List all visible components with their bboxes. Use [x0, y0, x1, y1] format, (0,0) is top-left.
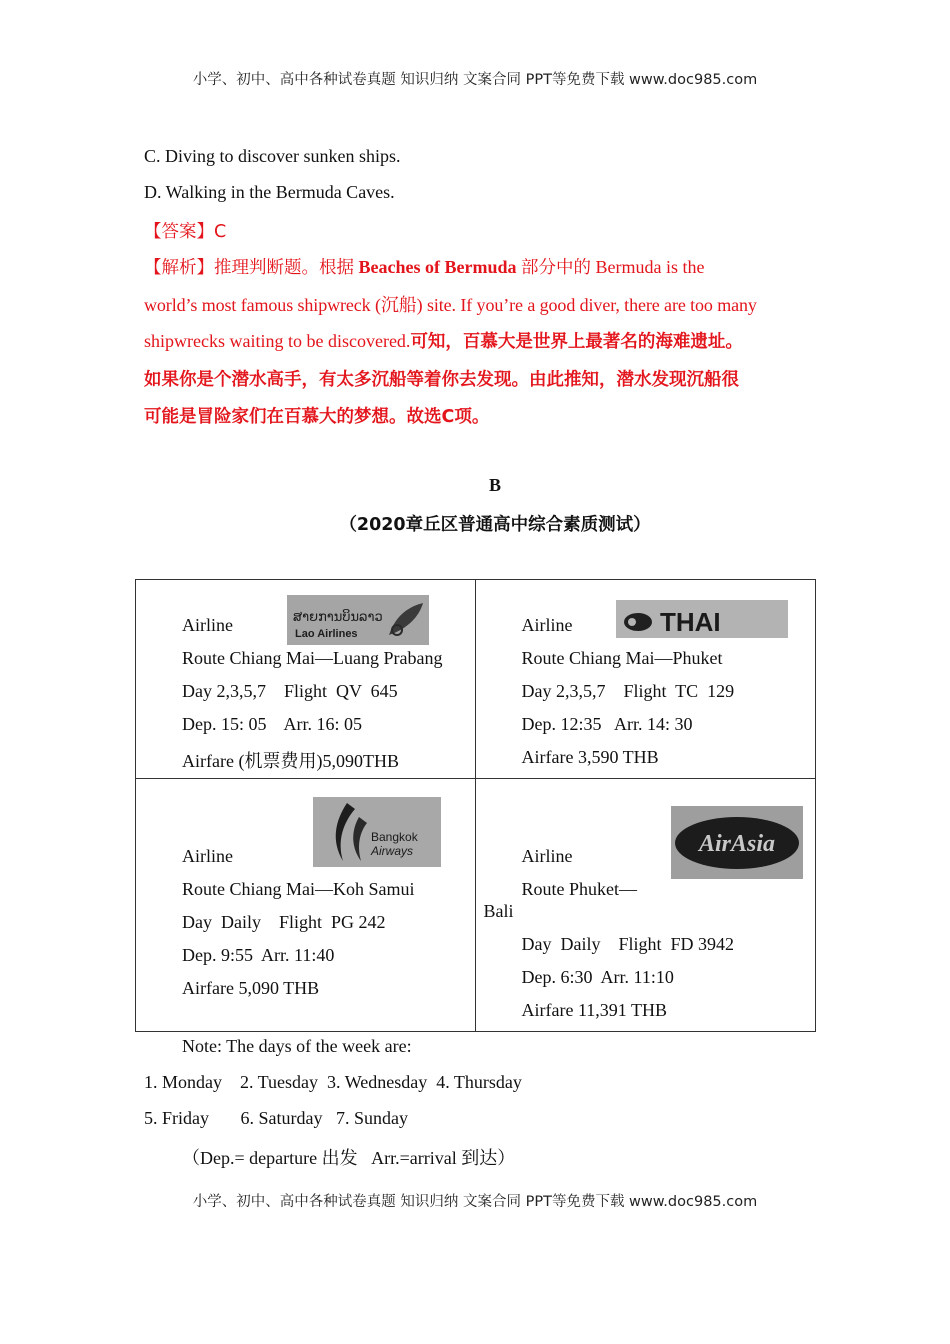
- airline-label: Airline: [182, 615, 233, 635]
- bangkok-logo-text-1: Bangkok: [371, 830, 418, 844]
- lao-airlines-logo: [287, 595, 429, 645]
- note-days-row-2: 5. Friday 6. Saturday 7. Sunday: [144, 1108, 408, 1128]
- page-header: 小学、初中、高中各种试卷真题 知识归纳 文案合同 PPT等免费下载 www.doc985.com: [192, 72, 758, 88]
- flight-cell-bangkok: [136, 779, 476, 1032]
- lao-logo-text: Lao Airlines: [295, 628, 358, 640]
- note-days-row-1: 1. Monday 2. Tuesday 3. Wednesday 4. Thursday: [144, 1072, 522, 1092]
- route: Route Chiang Mai—Luang Prabang: [182, 648, 443, 668]
- thai-logo-orchid-eye: [628, 618, 636, 626]
- flight-cell-airasia: [475, 779, 816, 1032]
- note-abbreviations: （Dep.= departure 出发 Arr.=arrival 到达）: [182, 1148, 516, 1168]
- lao-logo-graphic: [287, 595, 429, 645]
- route: Route Chiang Mai—Phuket: [521, 648, 723, 668]
- route: Route Phuket—: [521, 879, 637, 899]
- lao-logo-script: ສາຍການບິນລາວ: [293, 610, 383, 625]
- airfare: Airfare 5,090 THB: [182, 978, 320, 998]
- analysis-line-1: 【解析】推理判断题。根据 Beaches of Bermuda 部分中的 Bermuda is the: [144, 257, 705, 278]
- option-d: D. Walking in the Bermuda Caves.: [144, 182, 395, 202]
- airline-label: Airline: [521, 615, 573, 635]
- flight-cell-thai: [475, 580, 816, 779]
- thai-logo: [616, 600, 788, 638]
- bangkok-logo-graphic: [313, 797, 441, 867]
- airasia-logo-graphic: [671, 806, 803, 879]
- airfare: Airfare (机票费用)5,090THB: [182, 751, 399, 771]
- bangkok-logo-text-2: Airways: [371, 844, 414, 858]
- analysis-line-5: 可能是冒险家们在百慕大的梦想。故选C项。: [144, 407, 490, 427]
- route: Route Chiang Mai—Koh Samui: [182, 879, 415, 899]
- analysis-line-4: 如果你是个潜水高手，有太多沉船等着你去发现。由此推知，潜水发现沉船很: [144, 370, 739, 390]
- flight-cell-lao: [136, 580, 476, 779]
- page-footer: 小学、初中、高中各种试卷真题 知识归纳 文案合同 PPT等免费下载 www.doc985.com: [192, 1194, 758, 1210]
- flight-table: [135, 579, 816, 1032]
- section-label: B: [488, 475, 501, 495]
- airfare: Airfare 11,391 THB: [521, 1000, 667, 1020]
- airline-label: Airline: [521, 846, 573, 866]
- answer: 【答案】C: [144, 222, 227, 242]
- airfare: Airfare 3,590 THB: [521, 747, 659, 767]
- day-flight: Day 2,3,5,7 Flight QV 645: [182, 681, 398, 701]
- bangkok-airways-logo: [313, 797, 441, 867]
- day-flight: Day Daily Flight FD 3942: [521, 934, 735, 954]
- route-wrap: Bali: [483, 901, 514, 921]
- source-title: （2020章丘区普通高中综合素质测试）: [339, 515, 651, 535]
- day-flight: Day 2,3,5,7 Flight TC 129: [521, 681, 735, 701]
- airasia-logo-text: AirAsia: [698, 831, 775, 857]
- option-c: C. Diving to discover sunken ships.: [144, 146, 401, 166]
- airasia-logo: [671, 806, 803, 879]
- times: Dep. 9:55 Arr. 11:40: [182, 945, 335, 965]
- day-flight: Day Daily Flight PG 242: [182, 912, 386, 932]
- thai-logo-text: THAI: [659, 607, 721, 637]
- times: Dep. 6:30 Arr. 11:10: [521, 967, 674, 987]
- thai-logo-graphic: [616, 600, 788, 638]
- analysis-line-2: world’s most famous shipwreck (沉船) site. If you’re a good diver, there are too many: [144, 295, 757, 315]
- times: Dep. 12:35 Arr. 14: 30: [521, 714, 693, 734]
- times: Dep. 15: 05 Arr. 16: 05: [182, 714, 362, 734]
- airline-label: Airline: [182, 846, 233, 866]
- analysis-line-3: shipwrecks waiting to be discovered.可知，百慕大是世界上最著名的海难遗址。: [144, 331, 743, 352]
- note-title: Note: The days of the week are:: [182, 1036, 412, 1056]
